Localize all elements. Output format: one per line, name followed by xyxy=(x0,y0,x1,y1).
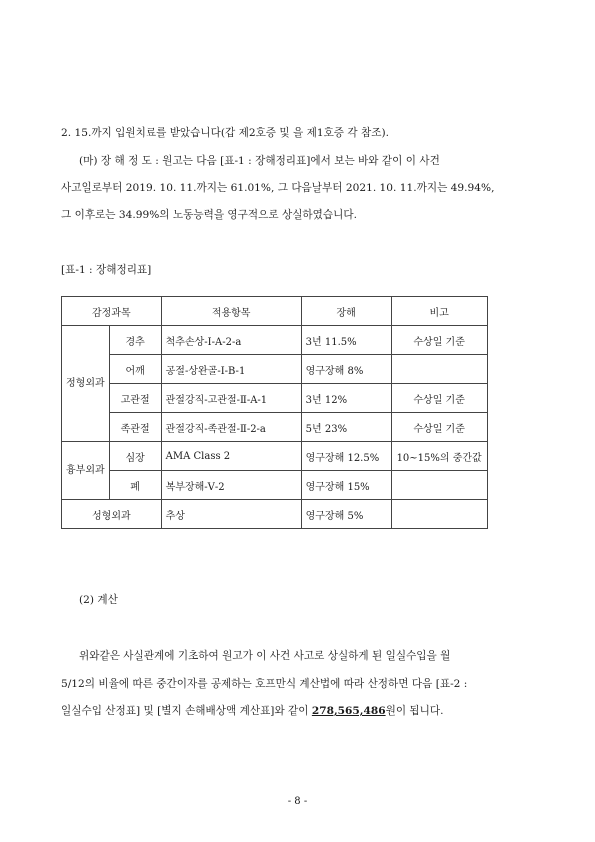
sub-cell: 경추 xyxy=(109,326,161,355)
group-cell: 정형외과 xyxy=(62,326,110,442)
text-span: 일실수입 산정표] 및 [별지 손해배상액 계산표]와 같이 xyxy=(61,705,312,717)
paragraph-line xyxy=(61,704,444,718)
paragraph-line: (마) 장 해 정 도 : 원고는 다음 [표-1 : 장해정리표]에서 보는 바와 같이 이 사건 xyxy=(79,155,440,167)
table-caption: [표-1 : 장해정리표] xyxy=(61,264,152,276)
item-cell: 공절-상완골-Ⅰ-B-1 xyxy=(161,355,301,384)
table-row xyxy=(62,442,488,471)
item-cell: 관절강직-고관절-Ⅱ-A-1 xyxy=(161,384,301,413)
table-row xyxy=(62,500,488,529)
note-cell: 수상일 기준 xyxy=(391,326,487,355)
section-title: (2) 계산 xyxy=(79,594,118,606)
item-cell: 척추손상-Ⅰ-A-2-a xyxy=(161,326,301,355)
disability-cell: 영구장해 15% xyxy=(301,471,391,500)
sub-cell: 심장 xyxy=(109,442,161,471)
disability-cell: 5년 23% xyxy=(301,413,391,442)
table-header-row xyxy=(62,297,488,326)
group-cell: 흉부외과 xyxy=(62,442,110,500)
note-cell xyxy=(391,355,487,384)
sub-cell: 폐 xyxy=(109,471,161,500)
header-cell: 감정과목 xyxy=(62,297,162,326)
item-cell: AMA Class 2 xyxy=(161,442,301,471)
disability-table xyxy=(61,296,488,529)
header-cell: 적용항목 xyxy=(161,297,301,326)
disability-cell: 영구장해 12.5% xyxy=(301,442,391,471)
disability-cell: 영구장해 8% xyxy=(301,355,391,384)
dept-cell: 성형외과 xyxy=(62,500,162,529)
amount-value: 278,565,486 xyxy=(311,705,386,717)
sub-cell: 고관절 xyxy=(109,384,161,413)
disability-cell: 3년 11.5% xyxy=(301,326,391,355)
table-row xyxy=(62,413,488,442)
sub-cell: 족관절 xyxy=(109,413,161,442)
note-cell: 10~15%의 중간값 xyxy=(391,442,487,471)
disability-cell: 3년 12% xyxy=(301,384,391,413)
sub-cell: 어깨 xyxy=(109,355,161,384)
paragraph-line: 사고일로부터 2019. 10. 11.까지는 61.01%, 그 다음날부터 2021. 10. 11.까지는 49.94%, xyxy=(61,182,495,194)
note-cell xyxy=(391,471,487,500)
header-cell: 비고 xyxy=(391,297,487,326)
note-cell: 수상일 기준 xyxy=(391,413,487,442)
item-cell: 복부장해-Ⅴ-2 xyxy=(161,471,301,500)
table-row xyxy=(62,326,488,355)
paragraph-line: 위와같은 사실관계에 기초하여 원고가 이 사건 사고로 상실하게 된 일실수입을 월 xyxy=(79,650,451,662)
table-row xyxy=(62,384,488,413)
table-row xyxy=(62,471,488,500)
item-cell: 추상 xyxy=(161,500,301,529)
disability-cell: 영구장해 5% xyxy=(301,500,391,529)
paragraph-line: 그 이후로는 34.99%의 노동능력을 영구적으로 상실하였습니다. xyxy=(61,209,357,221)
note-cell xyxy=(391,500,487,529)
page-number: - 8 - xyxy=(287,796,308,807)
header-cell: 장해 xyxy=(301,297,391,326)
item-cell: 관절강직-족관절-Ⅱ-2-a xyxy=(161,413,301,442)
paragraph-line: 2. 15.까지 입원치료를 받았습니다(갑 제2호증 및 을 제1호증 각 참조). xyxy=(61,127,389,139)
table-row xyxy=(62,355,488,384)
text-span: 원이 됩니다. xyxy=(385,705,444,717)
paragraph-line: 5/12의 비율에 따른 중간이자를 공제하는 호프만식 계산법에 따라 산정하면 다음 [표-2 : xyxy=(61,678,468,690)
note-cell: 수상일 기준 xyxy=(391,384,487,413)
